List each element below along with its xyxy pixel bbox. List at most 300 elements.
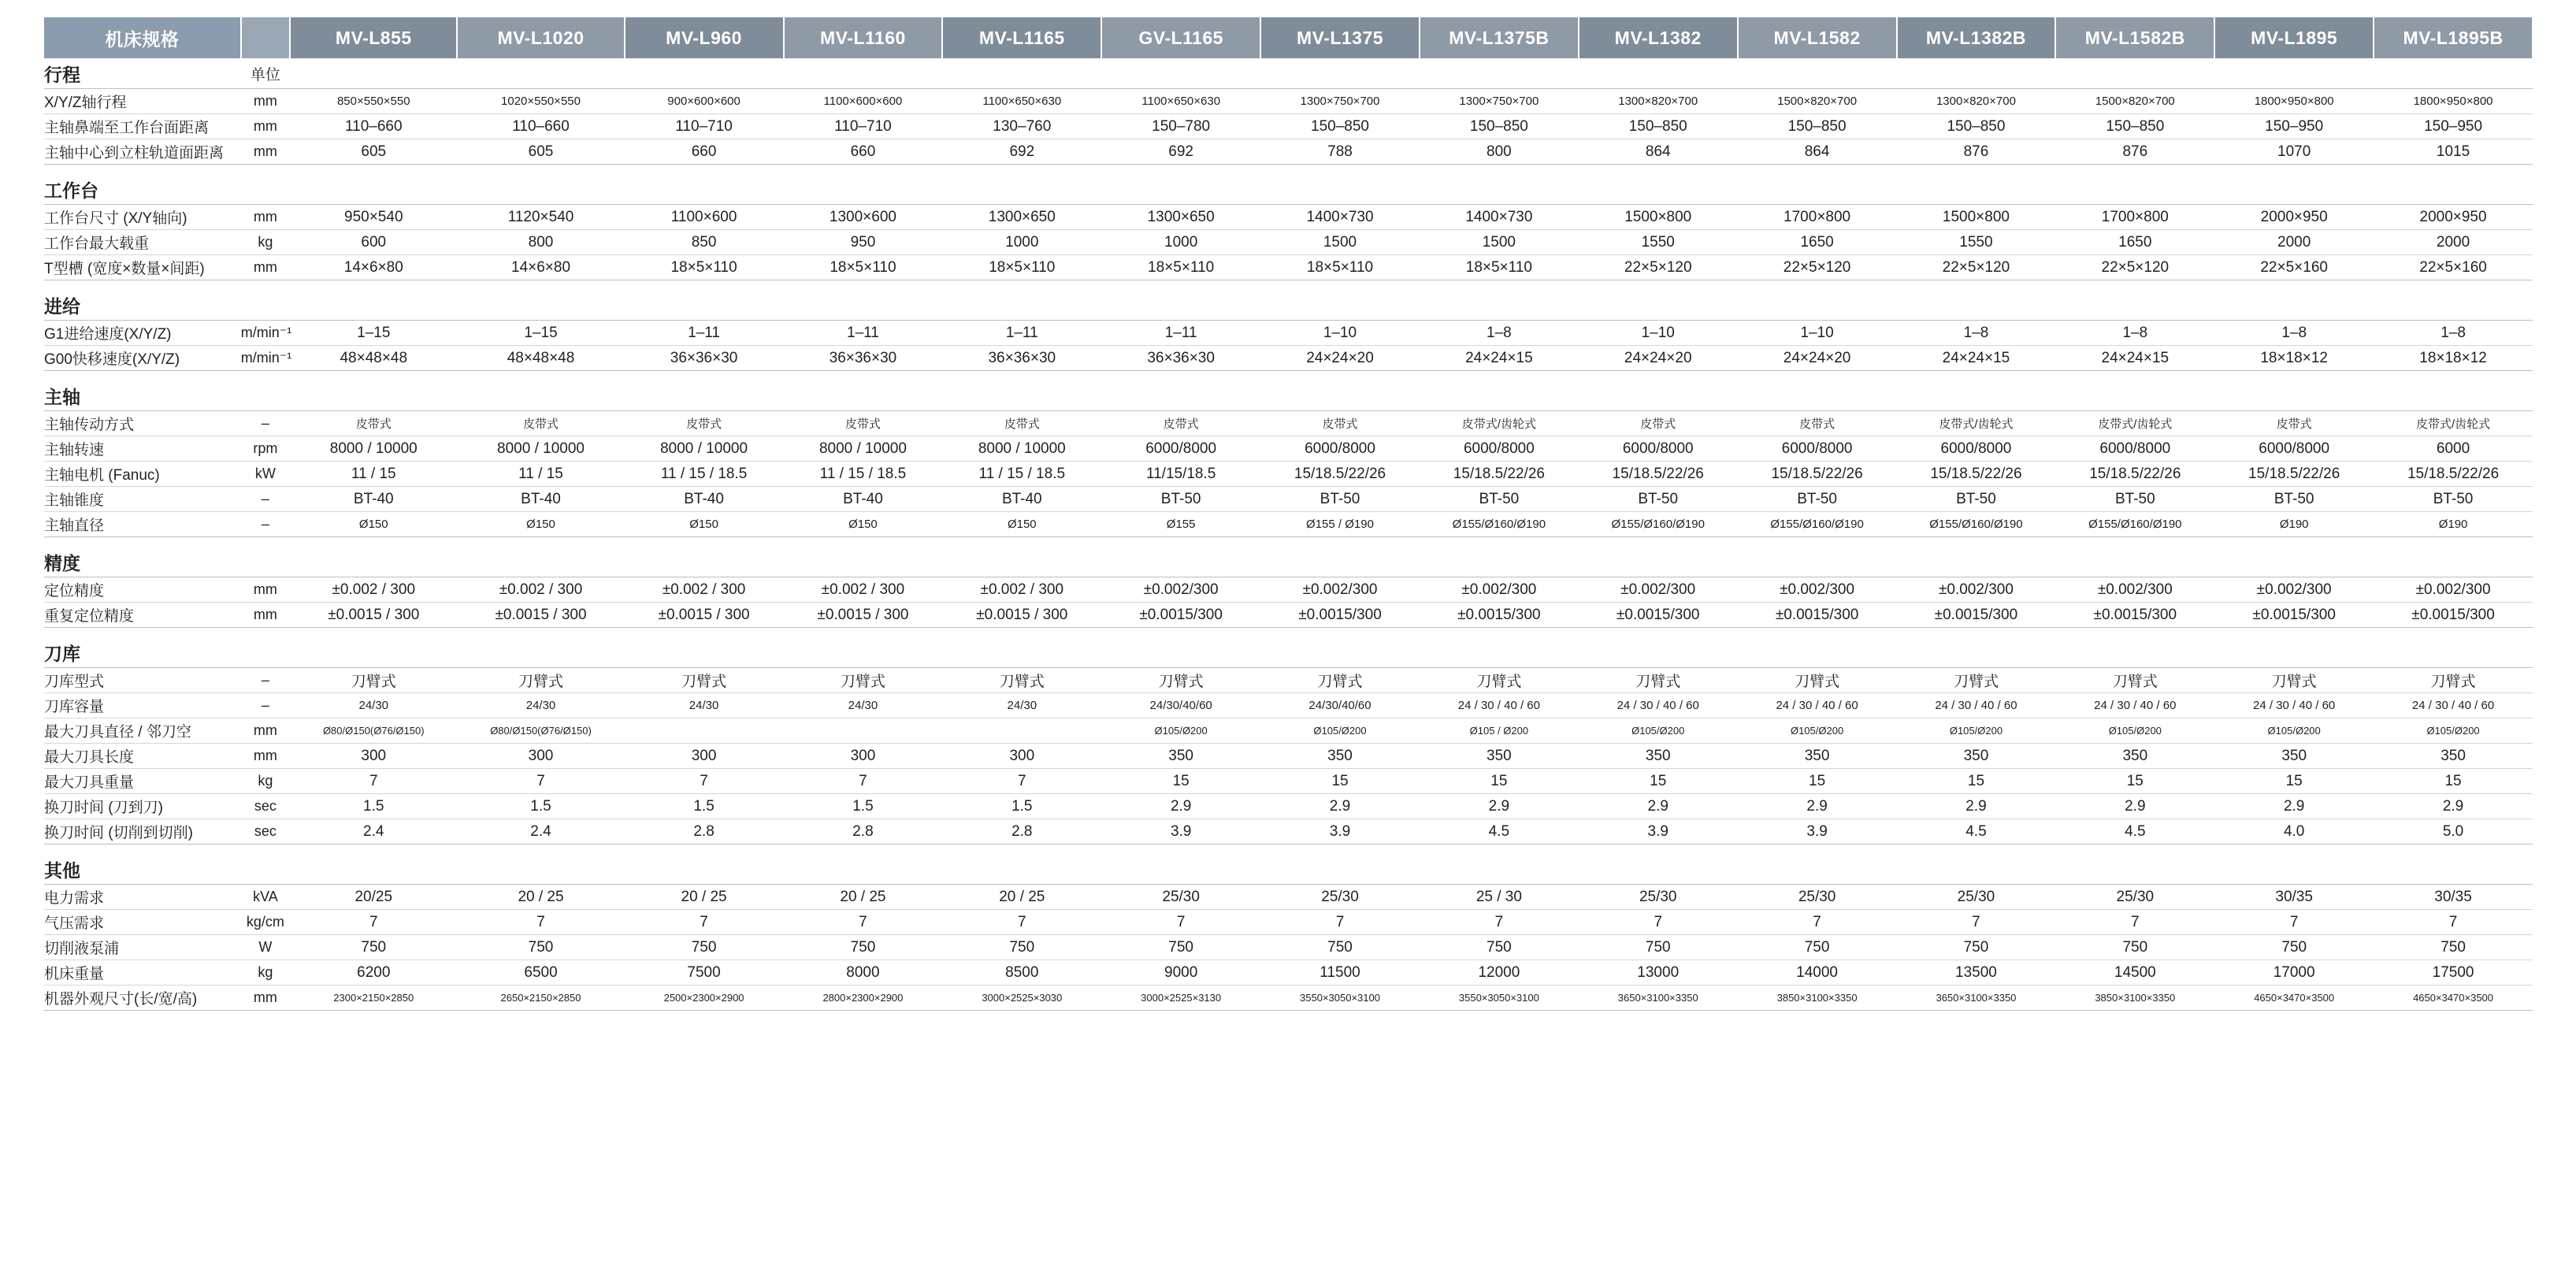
row-unit: kg/cm <box>241 910 290 935</box>
table-cell: 24×24×15 <box>1420 346 1579 371</box>
row-label: 主轴传动方式 <box>44 411 241 436</box>
table-cell: 7 <box>457 910 624 935</box>
model-header-mv-l1165[interactable]: MV-L1165 <box>942 17 1101 58</box>
model-header-mv-l1160[interactable]: MV-L1160 <box>784 17 943 58</box>
table-cell: Ø155/Ø160/Ø190 <box>1420 512 1579 537</box>
table-cell: 15/18.5/22/26 <box>1579 462 1738 487</box>
table-cell: ±0.0015/300 <box>1101 603 1260 628</box>
section-spacer <box>44 845 2533 855</box>
row-label: 最大刀具长度 <box>44 744 241 769</box>
row-label: 主轴鼻端至工作台面距离 <box>44 114 241 139</box>
table-cell: 1–10 <box>1738 321 1897 346</box>
table-cell: 110–660 <box>457 114 624 139</box>
table-row <box>44 89 2533 114</box>
model-header-mv-l1895b[interactable]: MV-L1895B <box>2374 17 2533 58</box>
table-cell: 24 / 30 / 40 / 60 <box>1420 693 1579 718</box>
table-row <box>44 205 2533 230</box>
table-cell: 4.5 <box>1420 819 1579 845</box>
section-row <box>44 290 2533 321</box>
table-cell: 13000 <box>1579 960 1738 986</box>
table-cell: 660 <box>625 139 784 165</box>
table-cell: ±0.002 / 300 <box>942 577 1101 603</box>
table-cell: 皮带式 <box>1260 411 1420 436</box>
section-row <box>44 637 2533 668</box>
table-cell: 3000×2525×3030 <box>942 986 1101 1011</box>
table-cell: 36×36×30 <box>942 346 1101 371</box>
table-cell: 18×5×110 <box>784 255 943 280</box>
table-cell: Ø150 <box>625 512 784 537</box>
table-cell: 22×5×120 <box>1579 255 1738 280</box>
table-cell: 1300×650 <box>1101 205 1260 230</box>
row-unit: mm <box>241 744 290 769</box>
table-cell: 7 <box>290 769 457 794</box>
section-spacer <box>44 165 2533 175</box>
table-row <box>44 577 2533 603</box>
row-unit: kg <box>241 230 290 255</box>
section-unit-header <box>241 174 290 205</box>
table-cell: 7 <box>625 910 784 935</box>
table-cell: 22×5×120 <box>1738 255 1897 280</box>
table-cell: ±0.0015 / 300 <box>457 603 624 628</box>
section-row-filler <box>290 854 2533 885</box>
table-cell: 3000×2525×3130 <box>1101 986 1260 1011</box>
table-cell: 2.8 <box>942 819 1101 845</box>
table-cell: 1550 <box>1579 230 1738 255</box>
table-cell: BT-50 <box>2374 487 2533 512</box>
section-label: 行程 <box>44 58 241 89</box>
table-cell: 24/30 <box>625 693 784 718</box>
model-header-mv-l1382[interactable]: MV-L1382 <box>1579 17 1738 58</box>
section-unit-header <box>241 381 290 411</box>
section-label: 其他 <box>44 854 241 885</box>
table-cell: 8000 / 10000 <box>784 436 943 462</box>
table-cell: 2.9 <box>1101 794 1260 819</box>
section-row <box>44 58 2533 89</box>
table-cell: 1700×800 <box>2055 205 2214 230</box>
model-header-mv-l855[interactable]: MV-L855 <box>290 17 457 58</box>
table-cell: Ø105/Ø200 <box>1897 718 2056 744</box>
section-row <box>44 547 2533 577</box>
row-unit: mm <box>241 205 290 230</box>
model-header-mv-l1375[interactable]: MV-L1375 <box>1260 17 1420 58</box>
table-cell: 3.9 <box>1579 819 1738 845</box>
table-cell: 864 <box>1738 139 1897 165</box>
table-cell: 2800×2300×2900 <box>784 986 943 1011</box>
table-cell: 110–710 <box>625 114 784 139</box>
table-cell: ±0.002/300 <box>1101 577 1260 603</box>
table-cell: 24×24×20 <box>1579 346 1738 371</box>
table-cell: 1500 <box>1260 230 1420 255</box>
table-cell: Ø105/Ø200 <box>2055 718 2214 744</box>
row-unit: mm <box>241 603 290 628</box>
table-cell: 6500 <box>457 960 624 986</box>
section-spacer <box>44 280 2533 291</box>
table-cell: Ø80/Ø150(Ø76/Ø150) <box>290 718 457 744</box>
table-cell: 皮带式 <box>1101 411 1260 436</box>
table-cell: ±0.002 / 300 <box>290 577 457 603</box>
table-cell: 1000 <box>942 230 1101 255</box>
table-cell: BT-50 <box>1420 487 1579 512</box>
table-cell: 800 <box>1420 139 1579 165</box>
table-cell: 24/30/40/60 <box>1260 693 1420 718</box>
table-cell: 7 <box>1260 910 1420 935</box>
table-cell: 22×5×120 <box>1897 255 2056 280</box>
table-cell: 750 <box>290 935 457 960</box>
table-cell: 6000/8000 <box>1897 436 2056 462</box>
section-row-filler <box>290 58 2533 89</box>
section-unit-header <box>241 290 290 321</box>
row-unit: mm <box>241 114 290 139</box>
table-row <box>44 885 2533 910</box>
table-row <box>44 321 2533 346</box>
table-cell: ±0.0015/300 <box>1260 603 1420 628</box>
table-cell: 18×5×110 <box>942 255 1101 280</box>
table-cell: 2.4 <box>290 819 457 845</box>
table-cell: BT-50 <box>1260 487 1420 512</box>
table-cell: 48×48×48 <box>457 346 624 371</box>
table-cell: 15 <box>1420 769 1579 794</box>
table-cell: 2.9 <box>1420 794 1579 819</box>
row-unit: kg <box>241 769 290 794</box>
table-cell: 6000/8000 <box>1420 436 1579 462</box>
table-cell: 24 / 30 / 40 / 60 <box>1897 693 2056 718</box>
table-cell: 1500×820×700 <box>1738 89 1897 114</box>
table-cell: 876 <box>1897 139 2056 165</box>
table-cell: 7 <box>1897 910 2056 935</box>
table-cell: 刀臂式 <box>625 668 784 693</box>
table-cell: BT-50 <box>1101 487 1260 512</box>
table-cell: 350 <box>2374 744 2533 769</box>
table-cell: 3850×3100×3350 <box>1738 986 1897 1011</box>
table-cell: 18×18×12 <box>2374 346 2533 371</box>
section-spacer-cell <box>44 845 2533 855</box>
table-cell: Ø150 <box>784 512 943 537</box>
row-unit: mm <box>241 718 290 744</box>
table-cell: 3.9 <box>1101 819 1260 845</box>
model-header-mv-l1382b[interactable]: MV-L1382B <box>1897 17 2056 58</box>
table-cell: 18×18×12 <box>2214 346 2374 371</box>
table-cell: 15/18.5/22/26 <box>1420 462 1579 487</box>
table-cell: 3650×3100×3350 <box>1579 986 1738 1011</box>
table-cell: 1–15 <box>290 321 457 346</box>
table-cell: 25/30 <box>1897 885 2056 910</box>
row-label: G1进给速度(X/Y/Z) <box>44 321 241 346</box>
table-cell: 24/30 <box>942 693 1101 718</box>
table-cell: 7 <box>1738 910 1897 935</box>
header-row <box>44 17 2533 58</box>
table-cell: 150–850 <box>2055 114 2214 139</box>
table-cell: 788 <box>1260 139 1420 165</box>
table-cell: 950 <box>784 230 943 255</box>
table-cell: Ø150 <box>290 512 457 537</box>
table-cell: BT-40 <box>625 487 784 512</box>
table-cell: BT-50 <box>2214 487 2374 512</box>
table-cell: 3650×3100×3350 <box>1897 986 2056 1011</box>
table-cell: ±0.002/300 <box>1260 577 1420 603</box>
row-unit: W <box>241 935 290 960</box>
row-label: G00快移速度(X/Y/Z) <box>44 346 241 371</box>
table-cell: 1120×540 <box>457 205 624 230</box>
table-cell: Ø155/Ø160/Ø190 <box>1738 512 1897 537</box>
row-unit: – <box>241 668 290 693</box>
table-cell: 1500 <box>1420 230 1579 255</box>
row-unit: mm <box>241 255 290 280</box>
table-cell: 4650×3470×3500 <box>2214 986 2374 1011</box>
table-cell: 2000 <box>2374 230 2533 255</box>
table-cell: 750 <box>1738 935 1897 960</box>
table-cell: 刀臂式 <box>290 668 457 693</box>
table-cell: 刀臂式 <box>1897 668 2056 693</box>
table-cell: ±0.0015/300 <box>1579 603 1738 628</box>
table-cell: 24×24×20 <box>1738 346 1897 371</box>
table-cell: 14500 <box>2055 960 2214 986</box>
table-cell: 1800×950×800 <box>2374 89 2533 114</box>
table-cell: Ø155/Ø160/Ø190 <box>1897 512 2056 537</box>
table-cell: 20 / 25 <box>625 885 784 910</box>
table-cell: 刀臂式 <box>1101 668 1260 693</box>
table-cell: 5.0 <box>2374 819 2533 845</box>
table-cell: 692 <box>942 139 1101 165</box>
row-label: 主轴中心到立柱轨道面距离 <box>44 139 241 165</box>
section-row <box>44 381 2533 411</box>
table-cell: 24×24×15 <box>1897 346 2056 371</box>
section-row-filler <box>290 174 2533 205</box>
row-unit: kVA <box>241 885 290 910</box>
table-row <box>44 346 2533 371</box>
model-header-mv-l1020[interactable]: MV-L1020 <box>457 17 624 58</box>
table-cell: 25/30 <box>1579 885 1738 910</box>
table-cell: ±0.002/300 <box>1420 577 1579 603</box>
section-row-filler <box>290 547 2533 577</box>
table-cell: 刀臂式 <box>1579 668 1738 693</box>
table-cell: 7 <box>2374 910 2533 935</box>
table-cell: 350 <box>2055 744 2214 769</box>
table-cell: 750 <box>784 935 943 960</box>
table-cell: Ø105 / Ø200 <box>1420 718 1579 744</box>
table-cell: 6000/8000 <box>1579 436 1738 462</box>
table-cell: 1700×800 <box>1738 205 1897 230</box>
table-cell: ±0.002/300 <box>1897 577 2056 603</box>
table-cell: 刀臂式 <box>784 668 943 693</box>
table-cell: 1100×600 <box>625 205 784 230</box>
row-label: T型槽 (宽度×数量×间距) <box>44 255 241 280</box>
table-cell: 1–15 <box>457 321 624 346</box>
table-cell: Ø105/Ø200 <box>2374 718 2533 744</box>
table-cell: 750 <box>1260 935 1420 960</box>
table-cell: 11/15/18.5 <box>1101 462 1260 487</box>
table-cell: 18×5×110 <box>1260 255 1420 280</box>
table-row <box>44 744 2533 769</box>
table-cell: ±0.002/300 <box>1738 577 1897 603</box>
row-unit: mm <box>241 986 290 1011</box>
table-cell: 1.5 <box>625 794 784 819</box>
table-cell: 1020×550×550 <box>457 89 624 114</box>
table-cell: 1–8 <box>1897 321 2056 346</box>
row-label: 重复定位精度 <box>44 603 241 628</box>
table-cell: 660 <box>784 139 943 165</box>
row-unit: – <box>241 512 290 537</box>
table-cell: 2.9 <box>2214 794 2374 819</box>
table-cell: 8000 / 10000 <box>625 436 784 462</box>
table-cell: 350 <box>1579 744 1738 769</box>
table-cell: 皮带式 <box>290 411 457 436</box>
table-cell: 750 <box>457 935 624 960</box>
table-row <box>44 603 2533 628</box>
table-cell: 750 <box>1420 935 1579 960</box>
table-cell: 24 / 30 / 40 / 60 <box>2374 693 2533 718</box>
table-cell: 2.9 <box>2374 794 2533 819</box>
table-cell: Ø105/Ø200 <box>2214 718 2374 744</box>
table-cell: 皮带式 <box>784 411 943 436</box>
table-cell: 1–11 <box>625 321 784 346</box>
table-cell: 7 <box>942 910 1101 935</box>
machine-spec-table <box>44 17 2533 1011</box>
section-row <box>44 854 2533 885</box>
row-unit: sec <box>241 819 290 845</box>
section-spacer <box>44 628 2533 638</box>
table-cell: 24 / 30 / 40 / 60 <box>2214 693 2374 718</box>
table-cell: 17500 <box>2374 960 2533 986</box>
table-cell: 1300×750×700 <box>1420 89 1579 114</box>
row-unit: kW <box>241 462 290 487</box>
row-label: 刀库型式 <box>44 668 241 693</box>
table-cell: 750 <box>1897 935 2056 960</box>
model-header-mv-l1375b[interactable]: MV-L1375B <box>1420 17 1579 58</box>
table-cell: 1–11 <box>1101 321 1260 346</box>
table-cell: 750 <box>625 935 784 960</box>
table-header <box>44 17 2533 58</box>
table-cell: 7 <box>2214 910 2374 935</box>
table-cell: 24/30 <box>784 693 943 718</box>
model-header-mv-l1582b[interactable]: MV-L1582B <box>2055 17 2214 58</box>
table-cell: 850×550×550 <box>290 89 457 114</box>
table-cell: 605 <box>457 139 624 165</box>
table-cell: ±0.0015 / 300 <box>784 603 943 628</box>
table-cell: 150–780 <box>1101 114 1260 139</box>
table-cell: 600 <box>290 230 457 255</box>
table-cell: 750 <box>942 935 1101 960</box>
table-cell: 750 <box>2055 935 2214 960</box>
table-cell: 150–850 <box>1579 114 1738 139</box>
table-cell: 8000 <box>784 960 943 986</box>
table-cell: 24 / 30 / 40 / 60 <box>1579 693 1738 718</box>
row-unit: mm <box>241 89 290 114</box>
model-header-gv-l1165[interactable]: GV-L1165 <box>1101 17 1260 58</box>
table-cell: 15 <box>1260 769 1420 794</box>
table-cell: 1500×800 <box>1579 205 1738 230</box>
table-cell: 1300×820×700 <box>1579 89 1738 114</box>
table-cell: 350 <box>1897 744 2056 769</box>
table-cell: 48×48×48 <box>290 346 457 371</box>
table-cell: 1300×650 <box>942 205 1101 230</box>
section-label: 刀库 <box>44 637 241 668</box>
table-cell: 7 <box>784 769 943 794</box>
row-label: 最大刀具直径 / 邻刀空 <box>44 718 241 744</box>
table-cell: 11 / 15 <box>290 462 457 487</box>
table-cell: 7 <box>942 769 1101 794</box>
table-cell: 6000 <box>2374 436 2533 462</box>
row-unit: mm <box>241 577 290 603</box>
table-cell: 22×5×160 <box>2214 255 2374 280</box>
table-cell: 2.9 <box>1897 794 2056 819</box>
table-cell: Ø155/Ø160/Ø190 <box>2055 512 2214 537</box>
row-label: 主轴直径 <box>44 512 241 537</box>
table-cell: 20 / 25 <box>784 885 943 910</box>
table-cell: BT-40 <box>784 487 943 512</box>
table-cell: 1015 <box>2374 139 2533 165</box>
table-cell: 11 / 15 / 18.5 <box>625 462 784 487</box>
section-spacer-cell <box>44 165 2533 175</box>
table-cell <box>942 718 1101 744</box>
model-header-mv-l1895[interactable]: MV-L1895 <box>2214 17 2374 58</box>
table-row <box>44 512 2533 537</box>
table-cell: ±0.002/300 <box>1579 577 1738 603</box>
table-cell: 1–11 <box>784 321 943 346</box>
table-cell: 15 <box>1101 769 1260 794</box>
table-row <box>44 462 2533 487</box>
table-cell: 2000×950 <box>2374 205 2533 230</box>
table-cell: 25 / 30 <box>1420 885 1579 910</box>
table-cell: 1070 <box>2214 139 2374 165</box>
table-cell: 8500 <box>942 960 1101 986</box>
table-cell: 皮带式 <box>942 411 1101 436</box>
table-cell: Ø105/Ø200 <box>1260 718 1420 744</box>
table-cell: 2.9 <box>2055 794 2214 819</box>
table-cell: 1.5 <box>457 794 624 819</box>
table-cell: 刀臂式 <box>2055 668 2214 693</box>
table-cell: 1–10 <box>1260 321 1420 346</box>
table-cell: Ø155 / Ø190 <box>1260 512 1420 537</box>
model-header-mv-l960[interactable]: MV-L960 <box>625 17 784 58</box>
model-header-mv-l1582[interactable]: MV-L1582 <box>1738 17 1897 58</box>
table-cell: 7500 <box>625 960 784 986</box>
table-cell: ±0.0015/300 <box>1420 603 1579 628</box>
table-cell: ±0.002 / 300 <box>784 577 943 603</box>
table-cell: 350 <box>1260 744 1420 769</box>
table-cell: Ø155/Ø160/Ø190 <box>1579 512 1738 537</box>
table-cell: 1400×730 <box>1260 205 1420 230</box>
table-cell: 7 <box>457 769 624 794</box>
table-row <box>44 255 2533 280</box>
table-cell: 150–850 <box>1260 114 1420 139</box>
table-row <box>44 230 2533 255</box>
table-cell: ±0.0015/300 <box>2374 603 2533 628</box>
table-cell: 11 / 15 / 18.5 <box>784 462 943 487</box>
table-cell: 300 <box>784 744 943 769</box>
row-unit: mm <box>241 139 290 165</box>
table-cell: 皮带式/齿轮式 <box>2374 411 2533 436</box>
table-cell: 刀臂式 <box>457 668 624 693</box>
table-cell: 750 <box>2214 935 2374 960</box>
table-cell: 300 <box>625 744 784 769</box>
table-cell: ±0.0015/300 <box>2055 603 2214 628</box>
row-label: X/Y/Z轴行程 <box>44 89 241 114</box>
table-row <box>44 668 2533 693</box>
table-cell: 800 <box>457 230 624 255</box>
table-cell: ±0.0015 / 300 <box>290 603 457 628</box>
table-cell: 864 <box>1579 139 1738 165</box>
table-cell: 2.9 <box>1738 794 1897 819</box>
table-cell: ±0.002 / 300 <box>457 577 624 603</box>
section-unit-header <box>241 637 290 668</box>
section-spacer-cell <box>44 280 2533 291</box>
table-cell: 22×5×160 <box>2374 255 2533 280</box>
table-cell: 4.5 <box>1897 819 2056 845</box>
table-cell: 6000/8000 <box>1260 436 1420 462</box>
table-cell: 2.4 <box>457 819 624 845</box>
table-cell <box>625 718 784 744</box>
table-cell: 750 <box>1579 935 1738 960</box>
